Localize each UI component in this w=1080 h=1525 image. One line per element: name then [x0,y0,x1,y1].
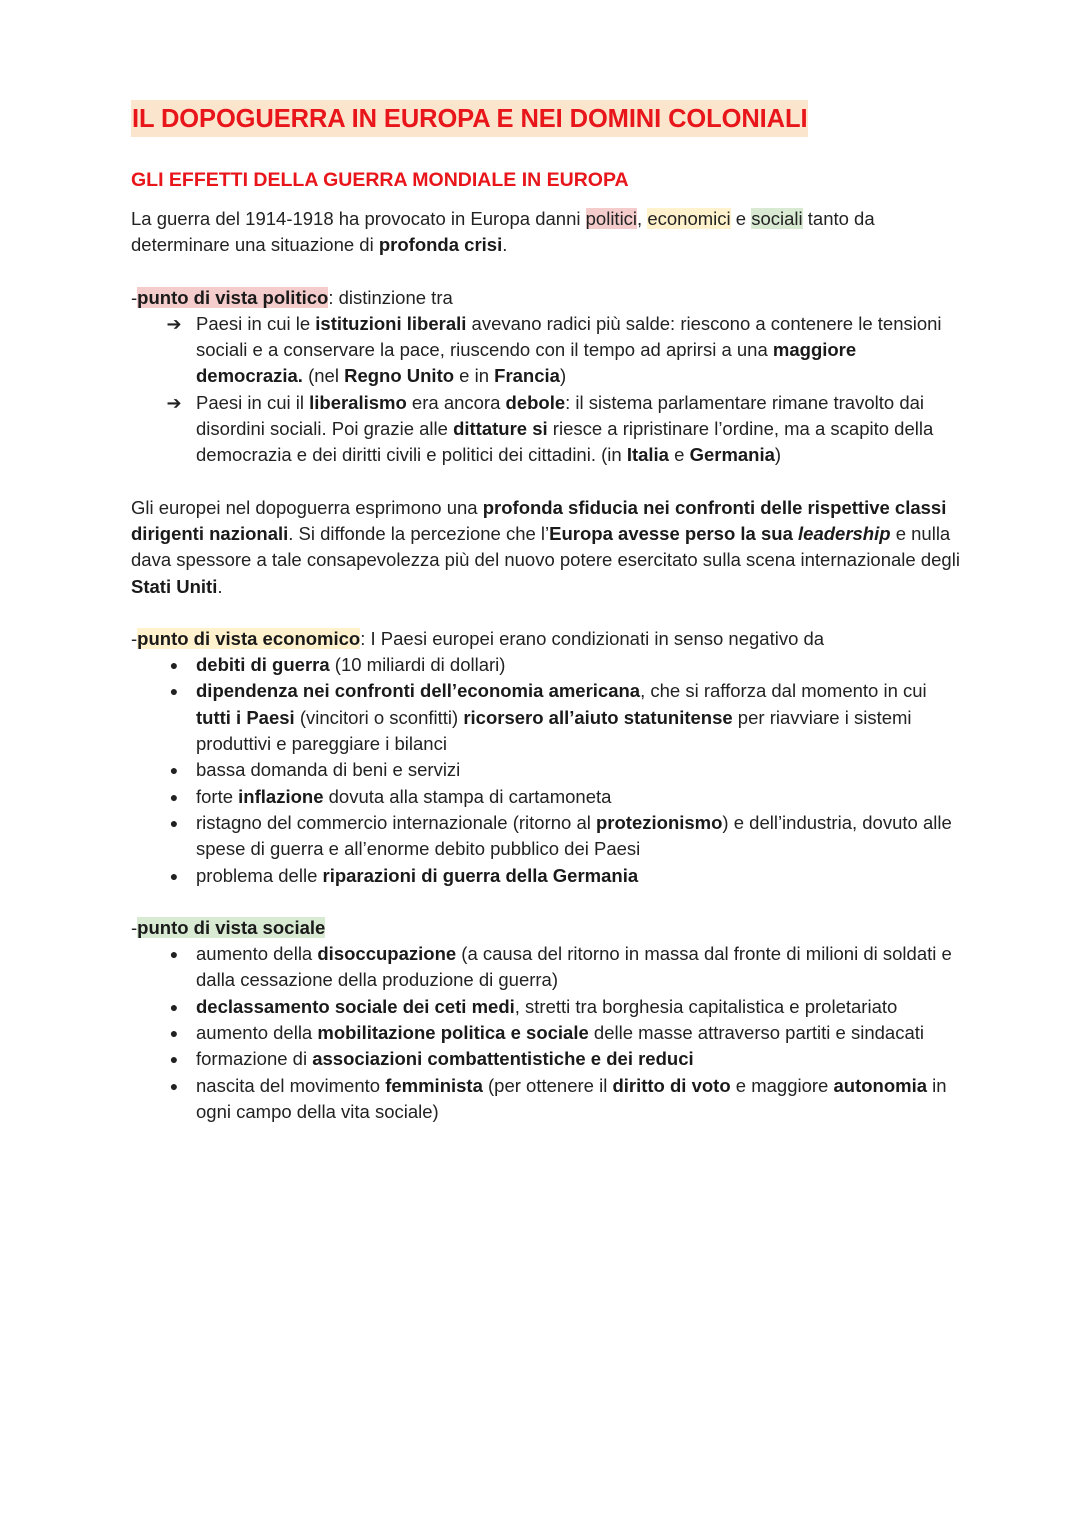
highlight-politici: politici [585,208,638,229]
list-item: ● aumento della disoccupazione (a causa del ritorno in massa dal fronte di milioni di soldati e dalla cessazione della produzione di guerra) [131,941,961,994]
list-item: ● ristagno del commercio internazionale (ritorno al protezionismo) e dell’industria, dovuto alle spese di guerra e all’enorme debito pubblico dei Paesi [131,810,961,863]
economic-heading: -punto di vista economico: I Paesi europei erano condizionati in senso negativo da [131,627,825,649]
bullet-dot-icon: ● [169,657,179,674]
bullet-dot-icon: ● [169,762,179,779]
bullet-dot-icon: ● [169,1077,179,1094]
political-heading: -punto di vista politico: distinzione tra [131,286,453,308]
highlight-sociali: sociali [751,208,803,229]
intro-paragraph: La guerra del 1914-1918 ha provocato in Europa danni politici, economici e sociali tanto da determinare una situazione di profonda crisi. [131,208,875,256]
highlight-economici: economici [647,208,731,229]
social-label: punto di vista sociale [137,916,326,938]
bullet-dot-icon: ● [169,946,179,963]
list-item: ● dipendenza nei confronti dell’economia americana, che si rafforza dal momento in cui tutti i Paesi (vincitori o sconfitti) ricorsero all’aiuto statunitense per riavviare i sistemi produttivi e pareggiare i bilanci [131,678,961,757]
list-item: ➔ Paesi in cui il liberalismo era ancora debole: il sistema parlamentare rimane travolto dai disordini sociali. Poi grazie alle dittature si riesce a ripristinare l’ordine, ma a scapito della democrazia e dei diritti civili e politici dei cittadini. (in Italia e Germania) [131,390,961,469]
arrow-bullet-icon: ➔ [166,313,182,334]
list-item: ● declassamento sociale dei ceti medi, stretti tra borghesia capitalistica e proletariato [131,994,961,1020]
economic-list [131,652,961,889]
document-title: IL DOPOGUERRA IN EUROPA E NEI DOMINI COLONIALI [131,100,808,137]
bullet-dot-icon: ● [169,998,179,1015]
economic-label: punto di vista economico [137,627,361,649]
list-item: ● bassa domanda di beni e servizi [131,757,961,783]
arrow-bullet-icon: ➔ [166,392,182,413]
political-label: punto di vista politico [137,286,329,308]
political-list [131,311,961,469]
social-list [131,941,961,1125]
list-item: ● nascita del movimento femminista (per ottenere il diritto di voto e maggiore autonomia in ogni campo della vita sociale) [131,1073,961,1126]
bullet-dot-icon: ● [169,814,179,831]
bullet-dot-icon: ● [169,867,179,884]
europeans-paragraph: Gli europei nel dopoguerra esprimono una profonda sfiducia nei confronti delle rispettive classi dirigenti nazionali. Si diffonde la percezione che l’Europa avesse perso la sua leadership e nulla dava spessore a tale consapevolezza più del nuovo potere esercitato sulla scena internazionale degli Stati Uniti. [131,496,960,597]
document-content [131,100,961,1125]
bullet-dot-icon: ● [169,683,179,700]
list-item: ● problema delle riparazioni di guerra della Germania [131,863,961,889]
bullet-dot-icon: ● [169,1051,179,1068]
bullet-dot-icon: ● [169,788,179,805]
list-item: ● forte inflazione dovuta alla stampa di cartamoneta [131,784,961,810]
list-item: ➔ Paesi in cui le istituzioni liberali avevano radici più salde: riescono a contenere le tensioni sociali e a conservare la pace, riuscendo con il tempo ad aprirsi a una maggiore democrazia. (nel Regno Unito e in Francia) [131,311,961,390]
social-heading: -punto di vista sociale [131,916,326,938]
section-subtitle: GLI EFFETTI DELLA GUERRA MONDIALE IN EUROPA [131,169,629,191]
list-item: ● aumento della mobilitazione politica e sociale delle masse attraverso partiti e sindacati [131,1020,961,1046]
list-item: ● formazione di associazioni combattentistiche e dei reduci [131,1046,961,1072]
list-item: ● debiti di guerra (10 miliardi di dollari) [131,652,961,678]
bullet-dot-icon: ● [169,1025,179,1042]
